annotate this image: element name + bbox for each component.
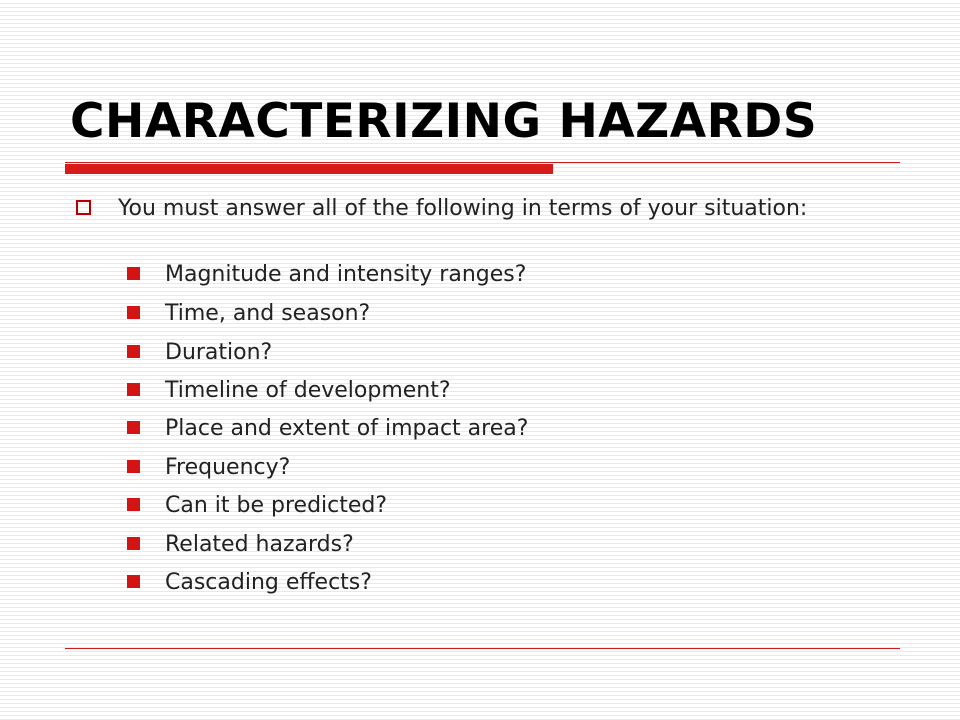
list-item [0,453,960,483]
list-item-text: Place and extent of impact area? [165,416,529,441]
filled-square-icon [127,537,140,550]
footer-divider-line [65,648,900,649]
slide-title: CHARACTERIZING HAZARDS [70,94,818,149]
filled-square-icon [127,306,140,319]
filled-square-icon [127,460,140,473]
list-item [0,414,960,444]
list-item [0,530,960,560]
list-item-text: Time, and season? [165,301,371,326]
filled-square-icon [127,267,140,280]
title-divider-line [65,162,900,163]
filled-square-icon [127,575,140,588]
list-item [0,260,960,290]
hollow-square-icon [76,200,91,215]
filled-square-icon [127,498,140,511]
list-item-text: Related hazards? [165,532,354,557]
filled-square-icon [127,345,140,358]
list-item-text: Can it be predicted? [165,493,388,518]
list-item [0,568,960,598]
list-item [0,491,960,521]
filled-square-icon [127,383,140,396]
list-item [0,376,960,406]
list-item [0,299,960,329]
list-item-text: Timeline of development? [165,378,451,403]
title-accent-bar [65,164,553,174]
list-item-text: Cascading effects? [165,570,372,595]
list-item-text: Frequency? [165,455,291,480]
list-item-text: Duration? [165,340,273,365]
list-item [0,338,960,368]
list-item-text: Magnitude and intensity ranges? [165,262,527,287]
intro-text: You must answer all of the following in terms of your situation: [118,196,808,221]
filled-square-icon [127,421,140,434]
